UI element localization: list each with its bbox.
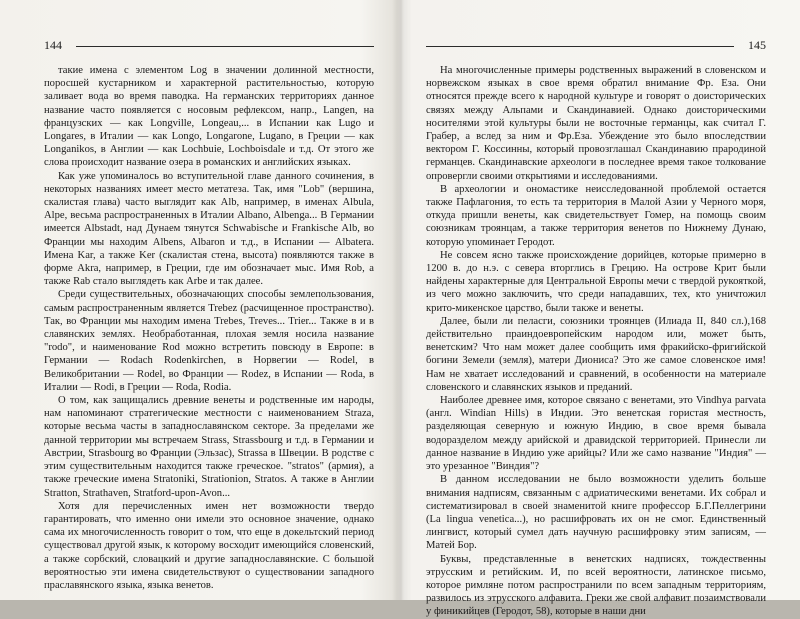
- right-paragraph: Наиболее древнее имя, которое связано с венетами, это Vindhya parvata (англ. Windian Hills) в Индии. Это венетская гористая местность, разделяющая северную и южную Индию, в свое время бывала водоразделом между арийской и дравидской территорией. Принесли ли данное название в Индию уже арийцы? Или же само название "Индия" — это урезанное "Виндия"?: [426, 395, 766, 473]
- right-paragraph: В данном исследовании не было возможности уделить больше внимания надписям, связанным с адриатическими венетами. Их собрал и систематизировал в своей знаменитой книге профессор Б.Г.Пеллегрини (La lingua venetica...), но расшифровать их он не смог. Единственный лингвист, который сумел дать научную расшифровку этим записям, — Матей Бор.: [426, 474, 766, 552]
- left-paragraph: Хотя для перечисленных имен нет возможности твердо гарантировать, что именно они имели это основное значение, однако сама их многочисленность говорит о том, что еще в докельтский период существовал другой язык, к которому восходит имеющийся словенский, а также сорбский, словацкий и другие западнославянские. С большой вероятностью эти имена свидетельствуют о существовании западного праславянского языка, языка венетов.: [44, 500, 374, 591]
- left-paragraph: такие имена с элементом Log в значении долинной местности, поросшей кустарником и характерной растительностью, которую заливает вода во время паводка. На германских территориях данное название часто появляется с носовым рефлексом, напр., Langen, на французских — как Longville, Longeau,... в Испании как Lugo и Longares, в Италии — как Longo, Longarone, Lugano, в Греции — как Longanikos, в Англии — как Lochbuie, Lochboisdale и т.д. От этого же слова происходит название озера в романских и английских языках.: [44, 65, 374, 169]
- left-page-body: [44, 64, 374, 592]
- right-paragraph: В археологии и ономастике неисследованной проблемой остается также Пафлагония, то есть та территория в Малой Азии у Черного моря, откуда пришли венеты, как свидетельствует Гомер, на помощь своим союзникам троянцам, а также территория венетов по Нижнему Дунаю, которую упоминает Геродот.: [426, 183, 766, 248]
- left-page-number: 144: [44, 38, 62, 52]
- left-page-header: [44, 38, 374, 54]
- right-header-rule: [426, 46, 734, 47]
- right-paragraph: На многочисленные примеры родственных выражений в словенском и норвежском языках в свое время обратил внимание Фр. Еза. Они относятся прежде всего к народной культуре и говорят о доисторических связях между Альпами и Скандинавией. Однако доисторическими носителями этой культуры были не восточные германцы, как считал Г. Грабер, а вслед за ним и Фр.Еза. Убеждение это было впоследствии вектором Г. Коссинны, который провозглашал Скандинавию прародиной германцев. Скандинавские археологи в последнее время такое толкование опровергли своими открытиями и исследованиями.: [426, 65, 766, 182]
- right-page: [400, 0, 800, 618]
- left-header-rule: [76, 46, 374, 47]
- right-paragraph: Буквы, представленные в венетских надписях, тождественны этрусским и ретийским. И, по всей вероятности, латинское письмо, которое римляне потом распространили по всем западным территориям, развилось из этрусского алфавита. Греки же свой алфавит позаимствовали у финикийцев (Геродот, 58), которые в наши дни: [426, 553, 766, 618]
- right-page-number: 145: [748, 38, 766, 52]
- left-page: [0, 0, 400, 600]
- left-paragraph: Среди существительных, обозначающих способы землепользования, самым распространенным является Trebez (расчищенное пространство). Так, во Франции мы находим имена Trebes, Treves... Trier... Также в и в славянских землях. Необработанная, плохая земля носила название "rodo", и наименование Rod можно встретить повсюду в Европе: в Германии — Rodach Rodenkirchen, в Норвегии — Rodel, в Великобритании — Rodel, во Франции — Rodez, в Испании — Roda, в Италии — Rodi, в Греции — Roda, Rodia.: [44, 289, 374, 393]
- left-paragraph: Как уже упоминалось во вступительной главе данного сочинения, в некоторых названиях имеет место метатеза. Так, имя "Lob" (вершина, скалистая глава) часто выглядит как Alb, например, в именах Albula, Alpe, весьма распространенных в Италии Albano, Albenga... В Германии имеется Albstadt, над Дунаем тянутся Schwabische и Frankische Alb, во Франции мы находим Albens, Albaron и т.д., в Испании — Albatera. Имена Kar, а также Ker (скалистая стена, высота) появляются также в форме Akra, например, в Греции, где им обозначает мыс. Имя Rob, а также Rab стало выглядеть как Arbe и так далее.: [44, 170, 374, 288]
- right-page-header: [426, 38, 766, 54]
- right-paragraph: Далее, были ли пеласги, союзники троянцев (Илиада II, 840 сл.),168 действительно праиндоевропейским народом или, может быть, венетским? Что нам может далее сообщить имя фракийско-фригийской богини Земели (земля), матери Диониса? Это же самое словенское имя! Нам не хватает исследований и сравнений, в особенности на материале словенского и славянских языков и преданий.: [426, 315, 766, 393]
- left-paragraph: О том, как защищались древние венеты и родственные им народы, нам напоминают стратегические местности с наименованием Straza, которые весьма часты в западнославянском секторе. За пределами же данной территории мы встречаем Strass, Strassbourg и т.д. в Германии и Австрии, Strasbourg во Франции (Эльзас), Strassa в Швеции. В родстве с этим существительным находится также греческое. "stratos" (армия), а также греческие имена Stratoniki, Strationion, Stratos. А также в Англии Stratton, Strathaven, Stratford-upon-Avon...: [44, 395, 374, 499]
- right-paragraph: Не совсем ясно также происхождение дорийцев, которые примерно в 1200 в. до н.э. с севера вторглись в Грецию. На острове Крит были найдены характерные для Центральной Европы мечи с твердой рукояткой, из чего можно заключить, что среди нападавших, тех, кто уничтожил крито-микенское царство, были также и венеты.: [426, 249, 766, 314]
- right-page-body: [426, 64, 766, 619]
